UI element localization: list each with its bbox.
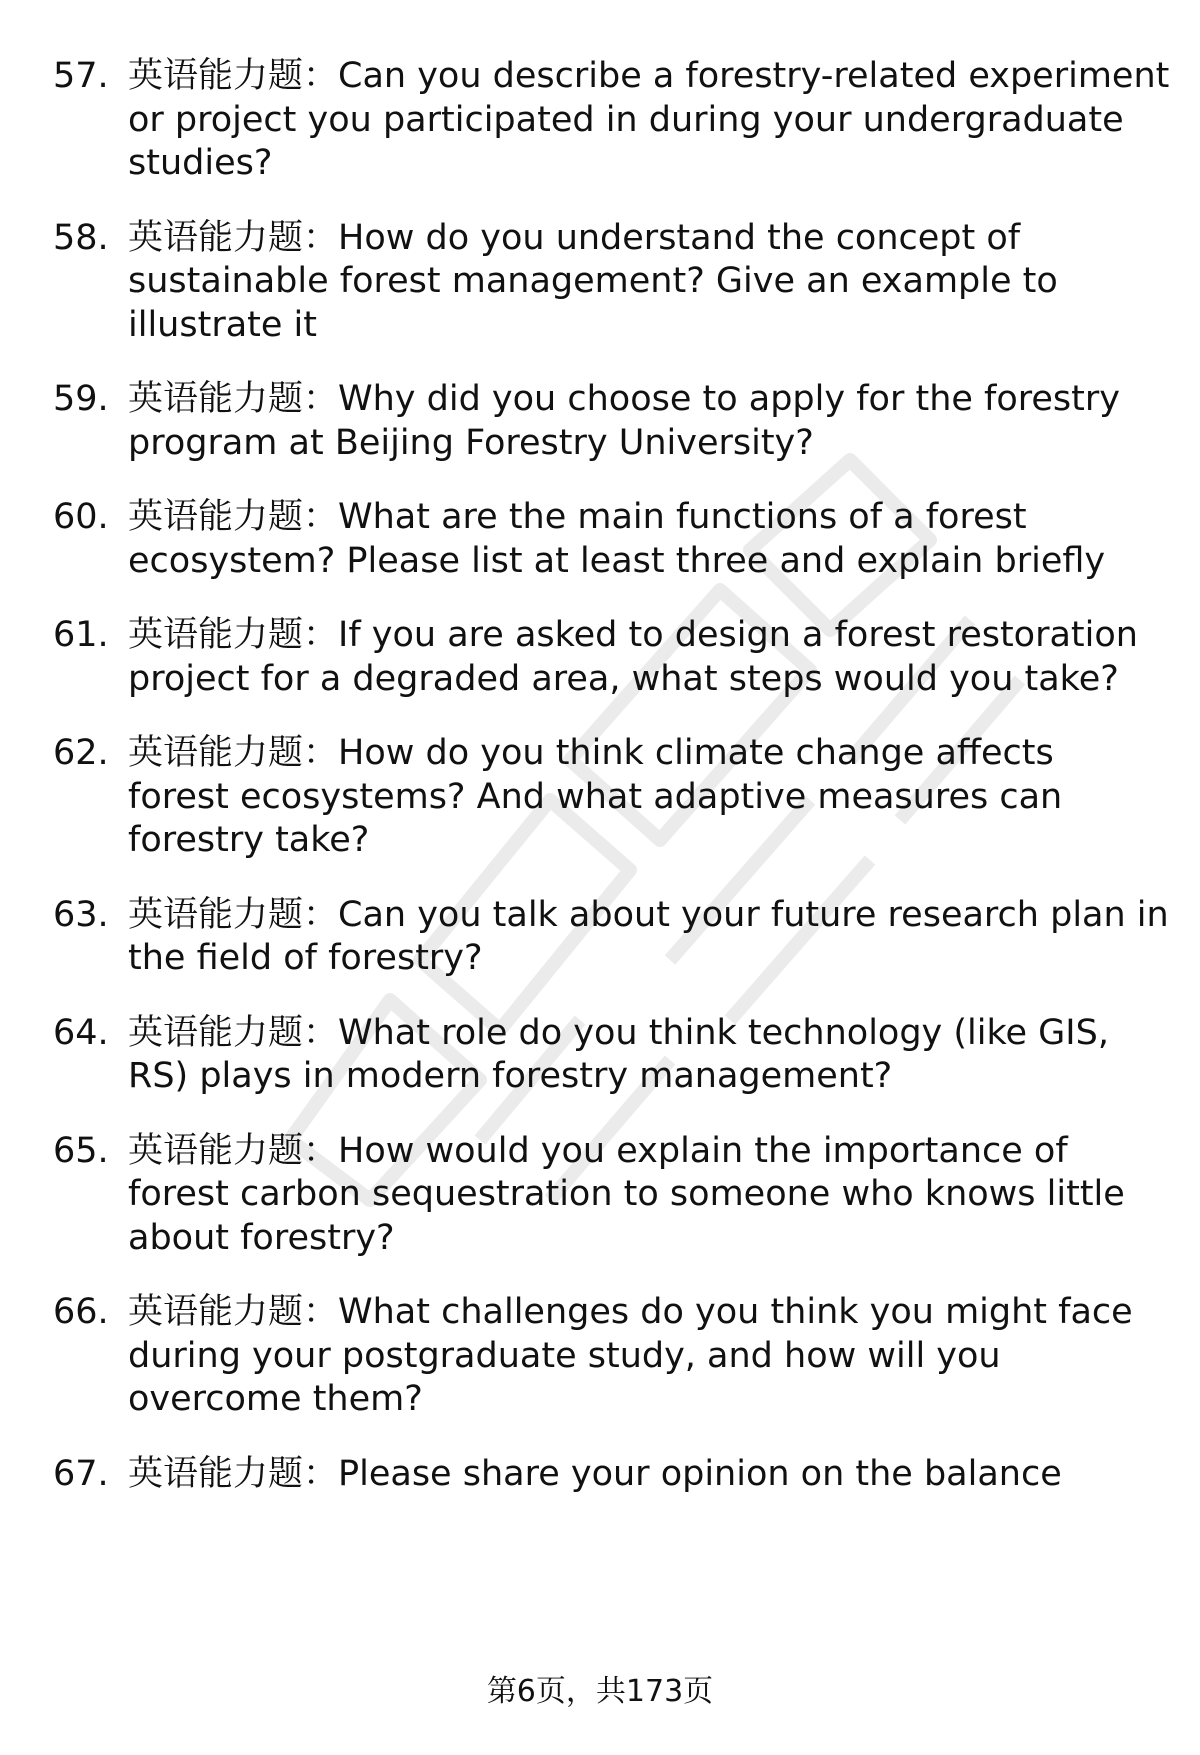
question-number: 62.: [53, 733, 109, 773]
question-text: How do you think climate change affects: [338, 733, 1054, 773]
question-text: Can you talk about your future research plan in: [338, 894, 1169, 935]
question-text-line: [128, 891, 1169, 939]
question-item: [53, 729, 1170, 860]
question-text: RS) plays in modern forestry management?: [128, 1056, 893, 1096]
question-text-line: [128, 1375, 423, 1423]
question-text: What role do you think technology (like GIS,: [338, 1012, 1109, 1053]
question-number: 59.: [53, 379, 109, 419]
question-item: [53, 1009, 1170, 1096]
question-text-line: [128, 816, 369, 864]
question-item: [53, 611, 1170, 698]
question-text: What challenges do you think you might face: [338, 1292, 1133, 1332]
question-item: [53, 1288, 1170, 1419]
question-text-line: [128, 537, 1105, 585]
question-text: about forestry?: [128, 1217, 395, 1258]
question-text-line: [128, 1450, 1062, 1498]
question-text-line: [128, 139, 272, 187]
question-text: How would you explain the importance of: [338, 1130, 1068, 1171]
question-number: 66.: [53, 1292, 109, 1332]
question-item: [53, 214, 1170, 345]
question-category-label: 英语能力题：: [128, 1292, 339, 1332]
question-number: 67.: [53, 1453, 109, 1494]
question-text-line: [128, 419, 814, 467]
question-category-label: 英语能力题：: [128, 56, 339, 96]
question-text-line: [128, 1332, 1001, 1380]
question-text-line: [128, 1170, 1125, 1218]
question-text: How do you understand the concept of: [338, 217, 1021, 258]
question-text: or project you participated in during your undergraduate: [128, 99, 1124, 140]
question-number: 65.: [53, 1130, 109, 1171]
question-text: forest ecosystems? And what adaptive measures can: [128, 776, 1063, 817]
question-item: [53, 891, 1170, 978]
question-item: [53, 493, 1170, 580]
question-number: 61.: [53, 615, 109, 655]
question-text: Why did you choose to apply for the forestry: [338, 379, 1120, 419]
question-text: forest carbon sequestration to someone who knows little: [128, 1174, 1125, 1214]
question-text-line: [128, 729, 1054, 777]
question-number: 58.: [53, 217, 109, 258]
question-text-line: [128, 1009, 1109, 1057]
question-text-line: [128, 773, 1062, 821]
question-text-line: [128, 301, 317, 349]
page-number-footer: 第6页，共173页: [486, 1674, 714, 1709]
question-item: [53, 375, 1170, 462]
question-text: ecosystem? Please list at least three and explain briefly: [128, 540, 1106, 581]
question-text: illustrate it: [128, 304, 317, 345]
question-text-line: [128, 1127, 1068, 1175]
question-text: Please share your opinion on the balance: [338, 1453, 1062, 1494]
question-text-line: [128, 375, 1120, 423]
question-text: program at Beijing Forestry University?: [128, 422, 814, 463]
question-item: [53, 1127, 1170, 1258]
question-text-line: [128, 1052, 892, 1100]
question-text: project for a degraded area, what steps would you take?: [128, 658, 1119, 699]
question-category-label: 英语能力题：: [128, 379, 339, 419]
question-text-line: [128, 257, 1058, 305]
question-item: [53, 52, 1170, 183]
question-text: forestry take?: [128, 820, 370, 860]
question-category-label: 英语能力题：: [128, 1453, 339, 1494]
question-text: What are the main functions of a forest: [338, 497, 1027, 537]
question-text-line: [128, 1214, 395, 1262]
question-text-line: [128, 934, 483, 982]
question-text-line: [128, 493, 1027, 541]
question-text: overcome them?: [128, 1379, 423, 1419]
question-category-label: 英语能力题：: [128, 733, 339, 773]
question-text-line: [128, 655, 1119, 703]
question-text: during your postgraduate study, and how will you: [128, 1335, 1001, 1376]
question-number: 64.: [53, 1012, 109, 1053]
question-category-label: 英语能力题：: [128, 894, 339, 935]
question-number: 60.: [53, 497, 109, 537]
question-category-label: 英语能力题：: [128, 217, 339, 258]
question-item: [53, 1450, 1170, 1494]
question-text: studies?: [128, 143, 273, 183]
question-text-line: [128, 96, 1124, 144]
question-category-label: 英语能力题：: [128, 1012, 339, 1053]
question-text-line: [128, 52, 1169, 100]
question-category-label: 英语能力题：: [128, 497, 339, 537]
question-text-line: [128, 611, 1138, 659]
question-text: Can you describe a forestry-related experiment: [338, 56, 1170, 96]
question-category-label: 英语能力题：: [128, 615, 339, 655]
question-text-line: [128, 1288, 1133, 1336]
question-number: 57.: [53, 56, 109, 96]
question-number: 63.: [53, 894, 109, 935]
question-text: If you are asked to design a forest restoration: [338, 615, 1138, 655]
question-text: sustainable forest management? Give an example to: [128, 261, 1058, 301]
question-text: the field of forestry?: [128, 938, 483, 978]
question-text-line: [128, 214, 1020, 262]
question-category-label: 英语能力题：: [128, 1130, 339, 1171]
